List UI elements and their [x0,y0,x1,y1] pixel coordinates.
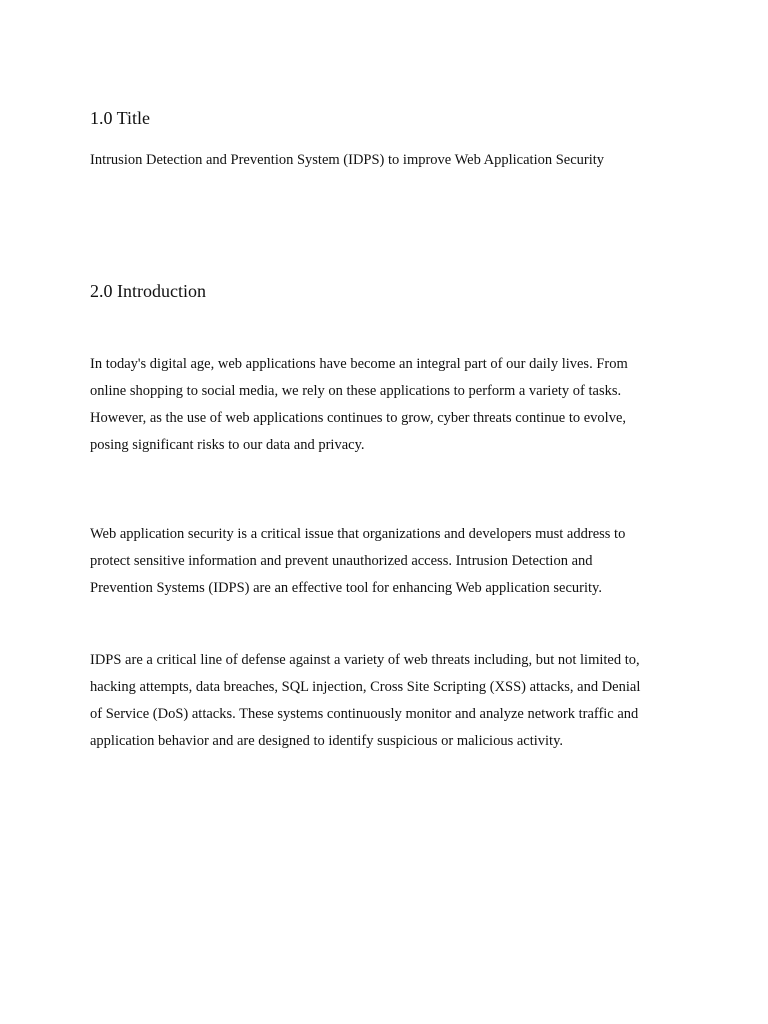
paragraph-line: Prevention Systems (IDPS) are an effective tool for enhancing Web application security. [90,580,602,596]
paragraph-line: hacking attempts, data breaches, SQL injection, Cross Site Scripting (XSS) attacks, and Denial [90,679,641,695]
paragraph-line: In today's digital age, web applications have become an integral part of our daily lives. From [90,356,628,372]
document-title-text: Intrusion Detection and Prevention System (IDPS) to improve Web Application Security [90,152,605,168]
section-heading-title: 1.0 Title [90,108,151,128]
paragraph-line: of Service (DoS) attacks. These systems continuously monitor and analyze network traffic and [90,706,639,722]
paragraph-line: IDPS are a critical line of defense against a variety of web threats including, but not limited to, [90,652,640,668]
paragraph-line: protect sensitive information and prevent unauthorized access. Intrusion Detection and [90,553,593,569]
paragraph-line: Web application security is a critical issue that organizations and developers must address to [90,526,626,542]
paragraph-line: However, as the use of web applications continues to grow, cyber threats continue to evolve, [90,410,627,426]
paragraph-line: posing significant risks to our data and privacy. [90,437,365,453]
paragraph-line: application behavior and are designed to identify suspicious or malicious activity. [90,733,564,749]
section-heading-introduction: 2.0 Introduction [90,281,206,301]
paragraph-line: online shopping to social media, we rely on these applications to perform a variety of tasks. [90,383,622,399]
